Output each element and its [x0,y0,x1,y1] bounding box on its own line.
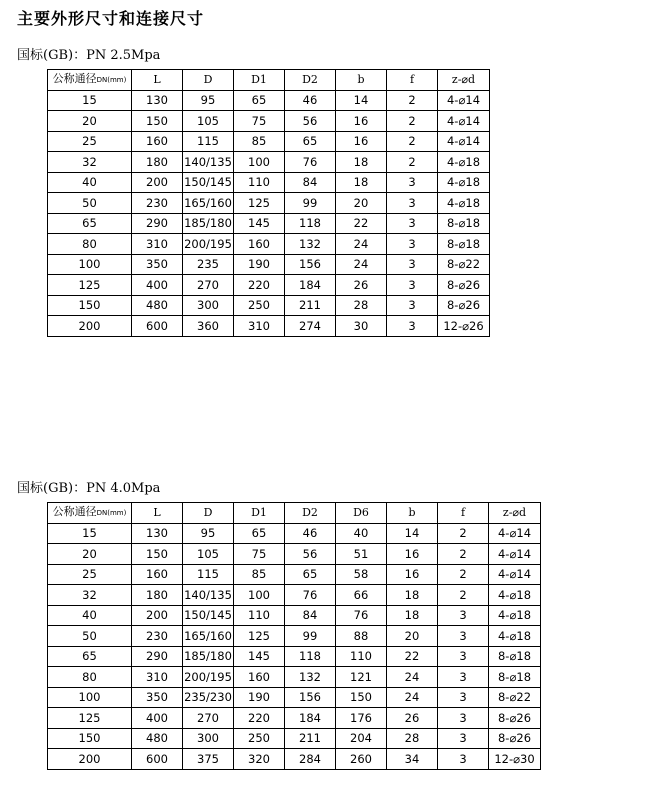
table-cell: 84 [285,172,336,193]
header-nominal-diameter-label: 公称通径 [52,505,97,519]
table-cell: 50 [48,193,132,214]
table-cell: 2 [387,131,438,152]
header-nominal-diameter-label: 公称通径 [52,72,97,86]
table-cell: 4-⌀14 [489,564,541,585]
table-cell: 8-⌀18 [489,646,541,667]
table-cell: 230 [132,626,183,647]
table-cell: 176 [336,708,387,729]
table-cell: 8-⌀18 [438,234,490,255]
table-cell: 26 [387,708,438,729]
table-cell: 65 [48,646,132,667]
column-header: D2 [285,70,336,91]
table-cell: 260 [336,749,387,770]
table-cell: 105 [183,544,234,565]
table-row [48,234,490,255]
table-cell: 76 [285,585,336,606]
table-cell: 56 [285,111,336,132]
table-cell: 24 [336,234,387,255]
table-cell: 4-⌀14 [438,111,490,132]
table-cell: 4-⌀18 [438,152,490,173]
table-cell: 3 [387,193,438,214]
column-header: L [132,70,183,91]
table-cell: 130 [132,523,183,544]
column-header: f [438,503,489,524]
table-cell: 25 [48,564,132,585]
table-cell: 20 [336,193,387,214]
table-cell: 22 [336,213,387,234]
header-nominal-diameter-unit: DN(mm) [96,76,127,85]
table-cell: 140/135 [183,152,234,173]
table-cell: 3 [387,254,438,275]
table-cell: 284 [285,749,336,770]
table-cell: 8-⌀26 [438,295,490,316]
table-cell: 200 [48,749,132,770]
table-cell: 34 [387,749,438,770]
table-cell: 115 [183,131,234,152]
column-header: D2 [285,503,336,524]
table-cell: 150 [132,111,183,132]
table-row [48,728,541,749]
table-cell: 65 [234,523,285,544]
table-row [48,213,490,234]
table-cell: 95 [183,523,234,544]
table-cell: 16 [336,111,387,132]
table-cell: 3 [438,605,489,626]
table-cell: 28 [387,728,438,749]
table-cell: 40 [336,523,387,544]
table-cell: 121 [336,667,387,688]
column-header: z-⌀d [489,503,541,524]
page-title: 主要外形尺寸和连接尺寸 [17,9,205,28]
table-cell: 30 [336,316,387,337]
header-nominal-diameter-unit: DN(mm) [96,509,127,518]
table-cell: 75 [234,111,285,132]
table-cell: 51 [336,544,387,565]
table-cell: 3 [438,687,489,708]
table-cell: 25 [48,131,132,152]
table-row [48,131,490,152]
table-cell: 360 [183,316,234,337]
table-cell: 350 [132,254,183,275]
table-row [48,564,541,585]
table-cell: 8-⌀26 [489,708,541,729]
table-cell: 40 [48,172,132,193]
table-cell: 24 [387,687,438,708]
table1-label: 国标(GB)：PN 2.5Mpa [17,48,161,63]
table-cell: 3 [438,667,489,688]
table-cell: 150/145 [183,605,234,626]
table-cell: 250 [234,728,285,749]
table-cell: 211 [285,728,336,749]
table-cell: 32 [48,152,132,173]
table-cell: 58 [336,564,387,585]
table-cell: 3 [387,316,438,337]
table-cell: 26 [336,275,387,296]
table-cell: 2 [387,90,438,111]
table-cell: 3 [387,295,438,316]
table-cell: 150 [48,728,132,749]
table-cell: 2 [438,564,489,585]
table-cell: 65 [285,131,336,152]
table-cell: 46 [285,523,336,544]
table-cell: 160 [132,564,183,585]
table-cell: 88 [336,626,387,647]
table-cell: 118 [285,213,336,234]
table-cell: 290 [132,646,183,667]
table-cell: 65 [48,213,132,234]
column-header: D1 [234,503,285,524]
table-row [48,708,541,729]
column-header: b [336,70,387,91]
table-cell: 100 [48,254,132,275]
column-header: D [183,503,234,524]
table-cell: 15 [48,523,132,544]
table-cell: 3 [387,172,438,193]
table-cell: 211 [285,295,336,316]
table-cell: 2 [438,585,489,606]
table-cell: 140/135 [183,585,234,606]
table-cell: 130 [132,90,183,111]
table-cell: 250 [234,295,285,316]
table-cell: 2 [438,544,489,565]
table-row [48,687,541,708]
table-cell: 15 [48,90,132,111]
table-cell: 16 [336,131,387,152]
table-cell: 150 [132,544,183,565]
table-cell: 150 [48,295,132,316]
header-nominal-diameter [48,503,132,524]
table-cell: 8-⌀22 [489,687,541,708]
table-cell: 8-⌀26 [438,275,490,296]
table-cell: 200 [48,316,132,337]
table-row [48,605,541,626]
table-cell: 4-⌀14 [489,523,541,544]
table-cell: 85 [234,131,285,152]
table-row [48,275,490,296]
column-header: D1 [234,70,285,91]
table-cell: 220 [234,708,285,729]
column-header: L [132,503,183,524]
table-cell: 2 [387,111,438,132]
table-cell: 3 [387,213,438,234]
table-cell: 20 [48,544,132,565]
table-cell: 8-⌀22 [438,254,490,275]
table-cell: 99 [285,193,336,214]
table-cell: 4-⌀14 [438,90,490,111]
table-cell: 3 [438,749,489,770]
table-row [48,111,490,132]
table-row [48,626,541,647]
table-cell: 190 [234,687,285,708]
table-row [48,585,541,606]
table-cell: 46 [285,90,336,111]
table-cell: 200 [132,172,183,193]
table-row [48,152,490,173]
table-cell: 4-⌀18 [438,172,490,193]
table-cell: 375 [183,749,234,770]
table-cell: 4-⌀18 [438,193,490,214]
table-cell: 110 [234,172,285,193]
table-cell: 400 [132,275,183,296]
table-cell: 3 [387,275,438,296]
table-cell: 50 [48,626,132,647]
table-cell: 4-⌀14 [489,544,541,565]
table-cell: 56 [285,544,336,565]
table-cell: 180 [132,585,183,606]
table-cell: 85 [234,564,285,585]
table-cell: 145 [234,646,285,667]
table-cell: 290 [132,213,183,234]
table-cell: 310 [234,316,285,337]
table-cell: 80 [48,234,132,255]
table-row [48,316,490,337]
table-cell: 350 [132,687,183,708]
table-cell: 99 [285,626,336,647]
table-cell: 66 [336,585,387,606]
table-cell: 105 [183,111,234,132]
table-header-row [48,503,541,524]
column-header: z-⌀d [438,70,490,91]
table-cell: 65 [234,90,285,111]
table-cell: 160 [234,667,285,688]
table-cell: 75 [234,544,285,565]
table-cell: 24 [387,667,438,688]
table-cell: 4-⌀14 [438,131,490,152]
table-cell: 185/180 [183,646,234,667]
table-cell: 32 [48,585,132,606]
table-cell: 600 [132,316,183,337]
table-row [48,172,490,193]
table-row [48,667,541,688]
table-cell: 12-⌀26 [438,316,490,337]
table-cell: 115 [183,564,234,585]
table-cell: 320 [234,749,285,770]
table-cell: 100 [234,585,285,606]
table-cell: 4-⌀18 [489,626,541,647]
table-cell: 190 [234,254,285,275]
table-header-row [48,70,490,91]
table-cell: 76 [336,605,387,626]
column-header: D6 [336,503,387,524]
table-cell: 156 [285,687,336,708]
table-cell: 3 [387,234,438,255]
table-cell: 84 [285,605,336,626]
table-cell: 4-⌀18 [489,585,541,606]
table-cell: 2 [438,523,489,544]
table-cell: 8-⌀18 [438,213,490,234]
table-cell: 18 [387,605,438,626]
table-cell: 65 [285,564,336,585]
table-cell: 600 [132,749,183,770]
table-cell: 3 [438,728,489,749]
table-cell: 220 [234,275,285,296]
table-cell: 76 [285,152,336,173]
table-cell: 20 [387,626,438,647]
table-cell: 235/230 [183,687,234,708]
table-row [48,646,541,667]
table-cell: 100 [48,687,132,708]
table-cell: 165/160 [183,193,234,214]
table-cell: 125 [48,275,132,296]
table-cell: 80 [48,667,132,688]
table-cell: 2 [387,152,438,173]
table-cell: 3 [438,646,489,667]
table-cell: 8-⌀18 [489,667,541,688]
table-cell: 230 [132,193,183,214]
table-cell: 110 [336,646,387,667]
table-cell: 118 [285,646,336,667]
table-cell: 156 [285,254,336,275]
table-cell: 204 [336,728,387,749]
table-row [48,90,490,111]
dimension-table-pn40 [47,502,541,770]
table-cell: 184 [285,275,336,296]
table-cell: 150 [336,687,387,708]
table-cell: 4-⌀18 [489,605,541,626]
table-row [48,193,490,214]
table-cell: 300 [183,728,234,749]
table-cell: 310 [132,667,183,688]
table-cell: 125 [48,708,132,729]
table-cell: 200/195 [183,667,234,688]
column-header: b [387,503,438,524]
table-cell: 16 [387,544,438,565]
table-cell: 22 [387,646,438,667]
table-cell: 16 [387,564,438,585]
table-cell: 100 [234,152,285,173]
table-cell: 480 [132,295,183,316]
table-cell: 8-⌀26 [489,728,541,749]
table-cell: 270 [183,275,234,296]
table-cell: 14 [336,90,387,111]
table-cell: 400 [132,708,183,729]
table-cell: 3 [438,708,489,729]
table-cell: 12-⌀30 [489,749,541,770]
table-cell: 18 [336,152,387,173]
table-row [48,295,490,316]
table-cell: 165/160 [183,626,234,647]
table-cell: 95 [183,90,234,111]
table-cell: 200/195 [183,234,234,255]
table-row [48,749,541,770]
column-header: D [183,70,234,91]
table-cell: 125 [234,626,285,647]
table-cell: 310 [132,234,183,255]
table-cell: 110 [234,605,285,626]
table-cell: 185/180 [183,213,234,234]
table-cell: 3 [438,626,489,647]
table-cell: 24 [336,254,387,275]
table-cell: 184 [285,708,336,729]
table-cell: 160 [132,131,183,152]
table-cell: 480 [132,728,183,749]
table-row [48,523,541,544]
table-cell: 132 [285,234,336,255]
table-cell: 150/145 [183,172,234,193]
dimension-table-pn25 [47,69,490,337]
table-cell: 180 [132,152,183,173]
table-cell: 18 [387,585,438,606]
table-cell: 160 [234,234,285,255]
table-row [48,254,490,275]
table-cell: 132 [285,667,336,688]
table-cell: 200 [132,605,183,626]
table-cell: 235 [183,254,234,275]
table-cell: 28 [336,295,387,316]
table-cell: 270 [183,708,234,729]
table-cell: 18 [336,172,387,193]
table-cell: 145 [234,213,285,234]
table-row [48,544,541,565]
table-cell: 20 [48,111,132,132]
table-cell: 274 [285,316,336,337]
table-cell: 40 [48,605,132,626]
table-cell: 14 [387,523,438,544]
header-nominal-diameter [48,70,132,91]
table2-label: 国标(GB)：PN 4.0Mpa [17,481,161,496]
table-cell: 300 [183,295,234,316]
table-cell: 125 [234,193,285,214]
column-header: f [387,70,438,91]
